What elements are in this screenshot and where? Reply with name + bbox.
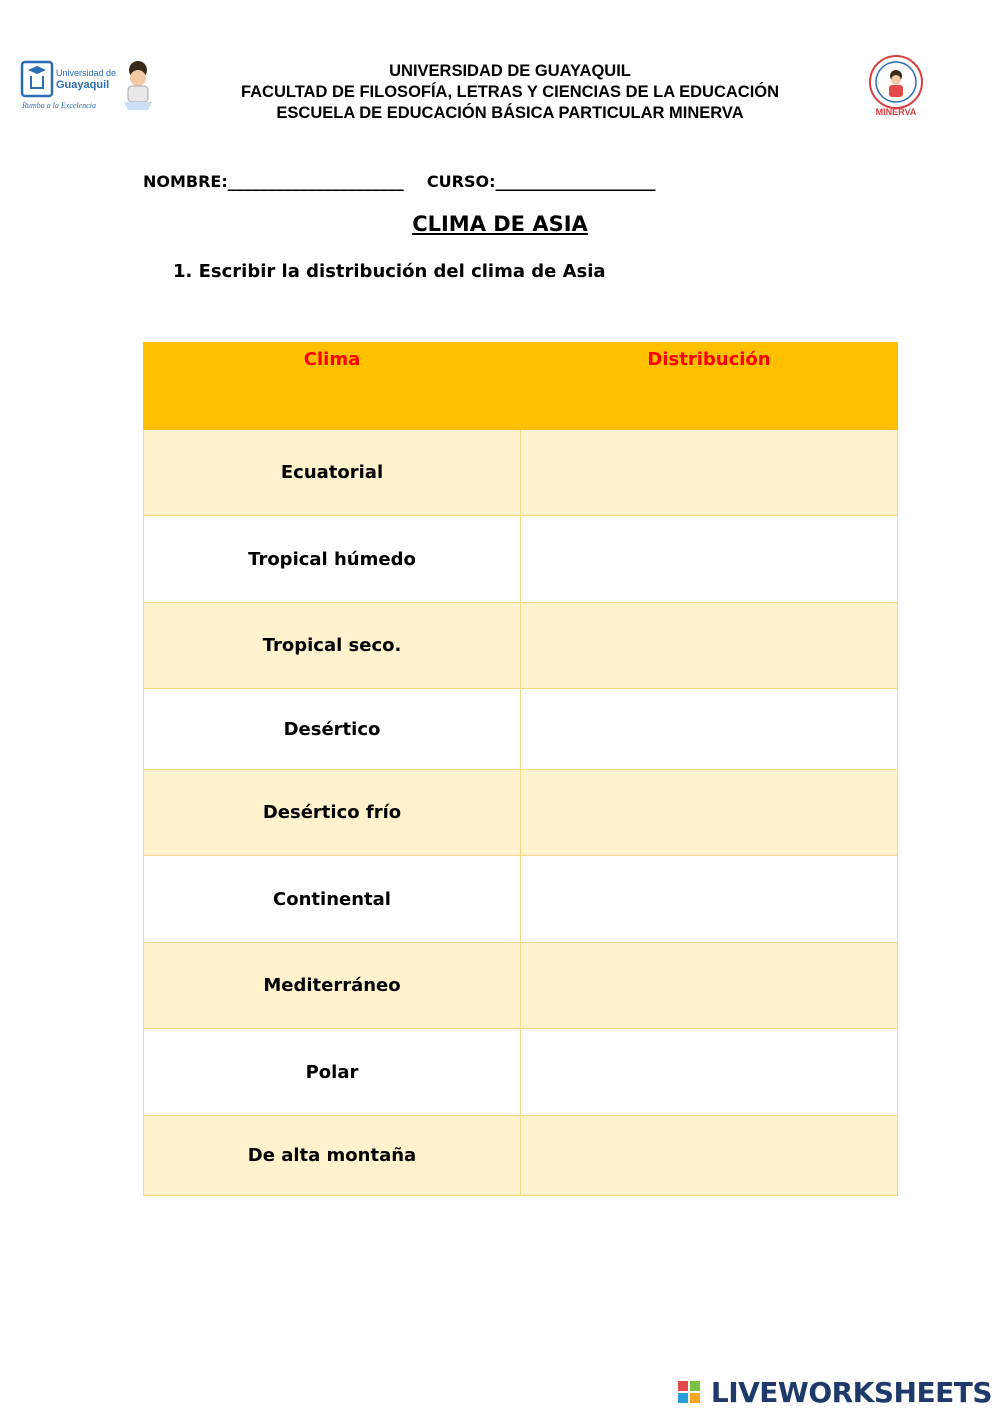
course-field[interactable]: CURSO:____________________ xyxy=(426,172,656,191)
clima-cell: Mediterráneo xyxy=(144,943,521,1029)
clima-cell: Tropical seco. xyxy=(144,603,521,689)
table-row xyxy=(144,770,898,856)
clima-cell: Ecuatorial xyxy=(144,430,521,516)
clima-cell: Desértico xyxy=(144,689,521,770)
distribucion-cell[interactable] xyxy=(521,516,898,603)
table-row xyxy=(144,603,898,689)
name-course-line xyxy=(143,172,656,191)
distribucion-cell[interactable] xyxy=(521,1029,898,1116)
school-logo xyxy=(852,52,940,118)
distribucion-cell[interactable] xyxy=(521,770,898,856)
distribucion-cell[interactable] xyxy=(521,1116,898,1196)
liveworksheets-brand xyxy=(678,1376,992,1409)
table-row xyxy=(144,689,898,770)
logo-left-text1: Universidad de xyxy=(56,68,117,78)
clima-cell: Polar xyxy=(144,1029,521,1116)
clima-cell: De alta montaña xyxy=(144,1116,521,1196)
name-field[interactable]: NOMBRE:______________________ xyxy=(143,172,404,191)
distribucion-cell[interactable] xyxy=(521,689,898,770)
distribucion-cell[interactable] xyxy=(521,430,898,516)
table-row xyxy=(144,430,898,516)
logo-right-text: MINERVA xyxy=(875,107,917,117)
table-header-row xyxy=(144,343,898,430)
distribucion-cell[interactable] xyxy=(521,943,898,1029)
distribucion-cell[interactable] xyxy=(521,603,898,689)
clima-cell: Continental xyxy=(144,856,521,943)
header-line2: FACULTAD DE FILOSOFÍA, LETRAS Y CIENCIAS DE LA EDUCACIÓN xyxy=(240,83,780,101)
table-row xyxy=(144,516,898,603)
instruction: 1. Escribir la distribución del clima de Asia xyxy=(173,261,606,282)
clima-cell: Tropical húmedo xyxy=(144,516,521,603)
clima-cell: Desértico frío xyxy=(144,770,521,856)
page-title: CLIMA DE ASIA xyxy=(412,212,588,236)
climate-table xyxy=(143,342,898,1196)
table-row xyxy=(144,1116,898,1196)
table-row xyxy=(144,943,898,1029)
distribucion-cell[interactable] xyxy=(521,856,898,943)
header-clima: Clima xyxy=(144,343,521,430)
logo-left-text2: Guayaquil xyxy=(56,79,110,91)
table-row xyxy=(144,1029,898,1116)
header-line3: ESCUELA DE EDUCACIÓN BÁSICA PARTICULAR MINERVA xyxy=(276,104,744,122)
table-row xyxy=(144,856,898,943)
header-distribucion: Distribución xyxy=(521,343,898,430)
header-line1: UNIVERSIDAD DE GUAYAQUIL xyxy=(389,62,631,80)
logo-left-text3: Rumbo a la Excelencia xyxy=(22,101,96,110)
brand-text: LIVEWORKSHEETS xyxy=(710,1376,992,1409)
university-logo xyxy=(18,56,163,116)
liveworksheets-logo-icon xyxy=(678,1381,702,1405)
